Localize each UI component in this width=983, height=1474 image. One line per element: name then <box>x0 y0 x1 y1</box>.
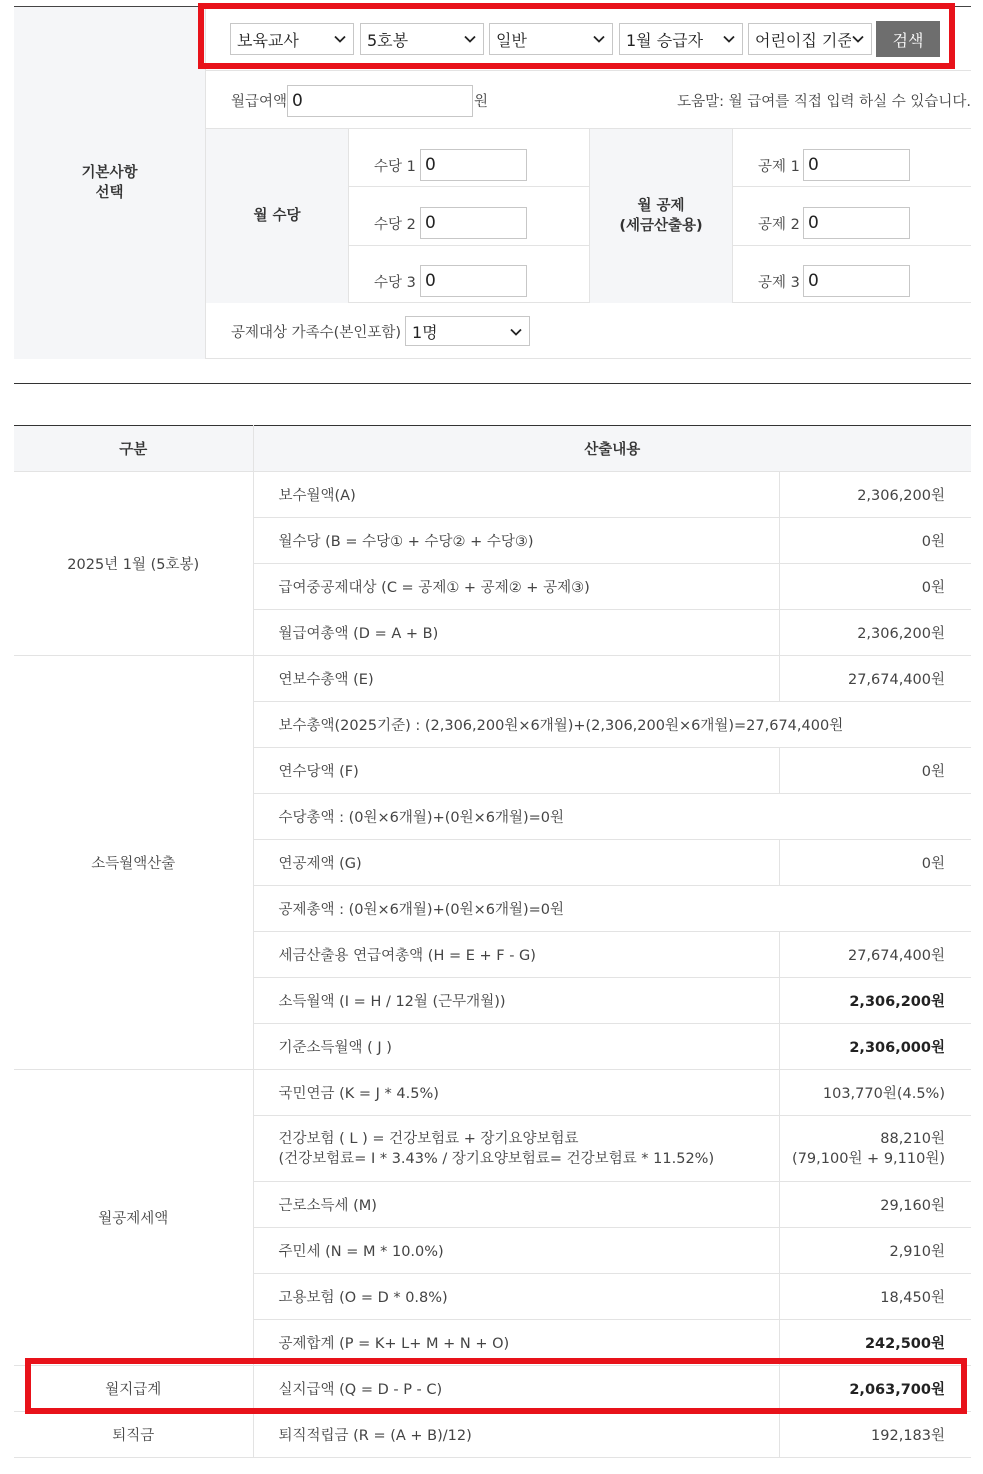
row-desc: 연보수총액 (E) <box>253 656 779 702</box>
salary-input[interactable]: 0 <box>287 85 473 117</box>
chevron-down-icon <box>509 325 523 339</box>
row-desc: 국민연금 (K = J * 4.5%) <box>253 1070 779 1116</box>
deduction-1-input[interactable]: 0 <box>803 149 910 181</box>
retirement-row <box>14 1412 971 1458</box>
result-header-row <box>14 426 971 472</box>
row-desc: 월급여총액 (D = A + B) <box>253 610 779 656</box>
row-desc: 연수당액 (F) <box>253 748 779 794</box>
row-value: 2,910원 <box>779 1228 971 1274</box>
grade-select[interactable]: 5호봉 <box>360 23 484 55</box>
row-value: 0원 <box>779 840 971 886</box>
allowance-3-input[interactable]: 0 <box>420 265 527 297</box>
net-pay-highlight-box <box>25 1358 967 1414</box>
category-column-header: 구분 <box>14 426 253 472</box>
row-value: 2,306,200원 <box>779 978 971 1024</box>
allowance-deduction-row <box>206 129 971 303</box>
category-retire: 퇴직금 <box>14 1412 253 1458</box>
deduction-3-input[interactable]: 0 <box>803 265 910 297</box>
row-desc: 근로소득세 (M) <box>253 1182 779 1228</box>
salary-unit: 원 <box>474 94 489 110</box>
family-count-select[interactable]: 1명 <box>405 316 530 346</box>
allowance-2-input[interactable]: 0 <box>420 207 527 239</box>
row-desc: 세금산출용 연급여총액 (H = E + F - G) <box>253 932 779 978</box>
category-select[interactable]: 일반 <box>489 23 613 55</box>
allowance-1-label: 수당 1 <box>374 159 416 175</box>
salary-label: 월급여액 <box>231 94 288 110</box>
content-column-header: 산출내용 <box>253 426 971 472</box>
row-value: 0원 <box>779 564 971 610</box>
search-button[interactable]: 검색 <box>876 21 940 57</box>
row-desc: 주민세 (N = M * 10.0%) <box>253 1228 779 1274</box>
table-row <box>14 1070 971 1116</box>
row-value: 242,500원 <box>779 1320 971 1366</box>
row-desc: 기준소득월액 ( J ) <box>253 1024 779 1070</box>
row-desc: 보수월액(A) <box>253 472 779 518</box>
table-row <box>14 472 971 518</box>
row-value: 2,306,200원 <box>779 610 971 656</box>
row-value: 29,160원 <box>779 1182 971 1228</box>
category-period: 2025년 1월 (5호봉) <box>14 472 253 656</box>
deduction-2-input[interactable]: 0 <box>803 207 910 239</box>
deduction-header: 월 공제 (세금산출용) <box>590 129 732 303</box>
row-formula: 보수총액(2025기준) : (2,306,200원×6개월)+(2,306,200원×6개월)=27,674,400원 <box>253 702 971 748</box>
result-table <box>14 425 971 1458</box>
row-value: 0원 <box>779 518 971 564</box>
table-row <box>14 656 971 702</box>
row-value: 192,183원 <box>779 1412 971 1458</box>
family-row <box>206 303 971 359</box>
row-value: 18,450원 <box>779 1274 971 1320</box>
deduction-1-label: 공제 1 <box>758 159 800 175</box>
deduction-2-label: 공제 2 <box>758 217 800 233</box>
row-desc: 연공제액 (G) <box>253 840 779 886</box>
row-value: 2,306,000원 <box>779 1024 971 1070</box>
row-value: 88,210원 (79,100원 + 9,110원) <box>779 1116 971 1182</box>
allowance-2-label: 수당 2 <box>374 217 416 233</box>
row-value: 27,674,400원 <box>779 656 971 702</box>
family-label: 공제대상 가족수(본인포함) <box>231 325 401 341</box>
selects-highlight-box <box>198 3 955 69</box>
category-income: 소득월액산출 <box>14 656 253 1070</box>
row-desc: 소득월액 (I = H / 12월 (근무개월)) <box>253 978 779 1024</box>
row-formula: 공제총액 : (0원×6개월)+(0원×6개월)=0원 <box>253 886 971 932</box>
salary-row <box>206 71 971 129</box>
deduction-3-label: 공제 3 <box>758 275 800 291</box>
row-formula: 수당총액 : (0원×6개월)+(0원×6개월)=0원 <box>253 794 971 840</box>
row-desc: 퇴직적립금 (R = (A + B)/12) <box>253 1412 779 1458</box>
section-divider <box>14 383 971 384</box>
row-desc: 공제합계 (P = K+ L+ M + N + O) <box>253 1320 779 1366</box>
promotion-select[interactable]: 1월 승급자 <box>619 23 743 55</box>
row-value: 2,306,200원 <box>779 472 971 518</box>
row-value: 103,770원(4.5%) <box>779 1070 971 1116</box>
help-text: 도움말: 월 급여를 직접 입력 하실 수 있습니다. <box>677 94 971 110</box>
row-value: 27,674,400원 <box>779 932 971 978</box>
allowance-1-input[interactable]: 0 <box>420 149 527 181</box>
row-desc: 급여중공제대상 (C = 공제① + 공제② + 공제③) <box>253 564 779 610</box>
category-net: 월지급계 <box>14 1366 253 1412</box>
category-deduction: 월공제세액 <box>14 1070 253 1366</box>
row-desc: 실지급액 (Q = D - P - C) <box>253 1366 779 1412</box>
row-desc: 건강보험 ( L ) = 건강보험료 + 장기요양보험료 (건강보험료= I * 3.43% / 장기요양보험료= 건강보험료 * 11.52%) <box>253 1116 779 1182</box>
facility-select[interactable]: 어린이집 기준 <box>748 23 872 55</box>
job-type-select[interactable]: 보육교사 <box>230 23 354 55</box>
allowance-header: 월 수당 <box>206 129 348 303</box>
row-value: 0원 <box>779 748 971 794</box>
row-desc: 월수당 (B = 수당① + 수당② + 수당③) <box>253 518 779 564</box>
row-desc: 고용보험 (O = D * 0.8%) <box>253 1274 779 1320</box>
basic-options-header: 기본사항 선택 <box>14 7 206 359</box>
row-value: 2,063,700원 <box>779 1366 971 1412</box>
allowance-3-label: 수당 3 <box>374 275 416 291</box>
